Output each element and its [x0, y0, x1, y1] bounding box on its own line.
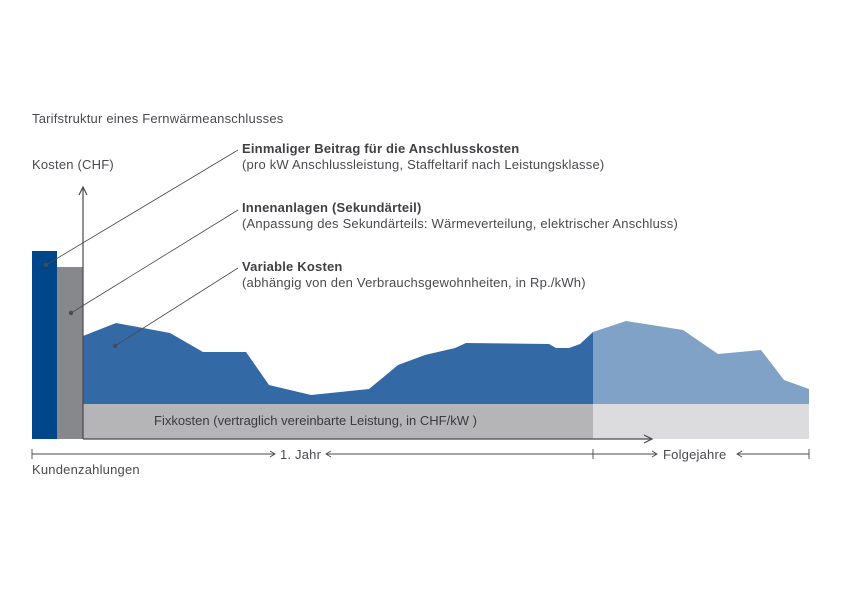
fixed-costs-label-box: [84, 404, 593, 439]
leader-dot-interior: [69, 311, 73, 315]
leader-line-variable: [115, 268, 238, 346]
interior-installation-bar: [57, 267, 83, 439]
leader-dot-variable: [113, 344, 117, 348]
leader-dot-connection-fee: [44, 263, 48, 267]
fixed-costs-label: Fixkosten (vertraglich vereinbarte Leistung, in CHF/kW ): [154, 413, 477, 428]
annotation-interior-detail: (Anpassung des Sekundärteils: Wärmeverteilung, elektrischer Anschluss): [242, 216, 678, 231]
leader-line-interior: [71, 210, 238, 313]
annotation-variable-detail: (abhängig von den Verbrauchsgewohnheiten, in Rp./kWh): [242, 275, 586, 290]
timeline-later-years-label: Folgejahre: [663, 447, 727, 462]
fixed-costs-later-years-bar: [593, 404, 809, 439]
y-axis-label: Kosten (CHF): [32, 157, 114, 172]
annotation-connection-fee-detail: (pro kW Anschlussleistung, Staffeltarif nach Leistungsklasse): [242, 157, 605, 172]
variable-costs-later-years-area: [593, 321, 809, 404]
connection-fee-bar: [32, 251, 57, 439]
diagram-title: Tarifstruktur eines Fernwärmeanschlusses: [32, 111, 284, 126]
annotation-interior-heading: Innenanlagen (Sekundärteil): [242, 200, 422, 215]
x-axis-label: Kundenzahlungen: [32, 462, 140, 477]
annotation-variable-heading: Variable Kosten: [242, 259, 343, 274]
annotation-connection-fee-heading: Einmaliger Beitrag für die Anschlusskosten: [242, 141, 520, 156]
timeline-year1-label: 1. Jahr: [280, 447, 322, 462]
variable-costs-year1-area: [83, 323, 593, 404]
